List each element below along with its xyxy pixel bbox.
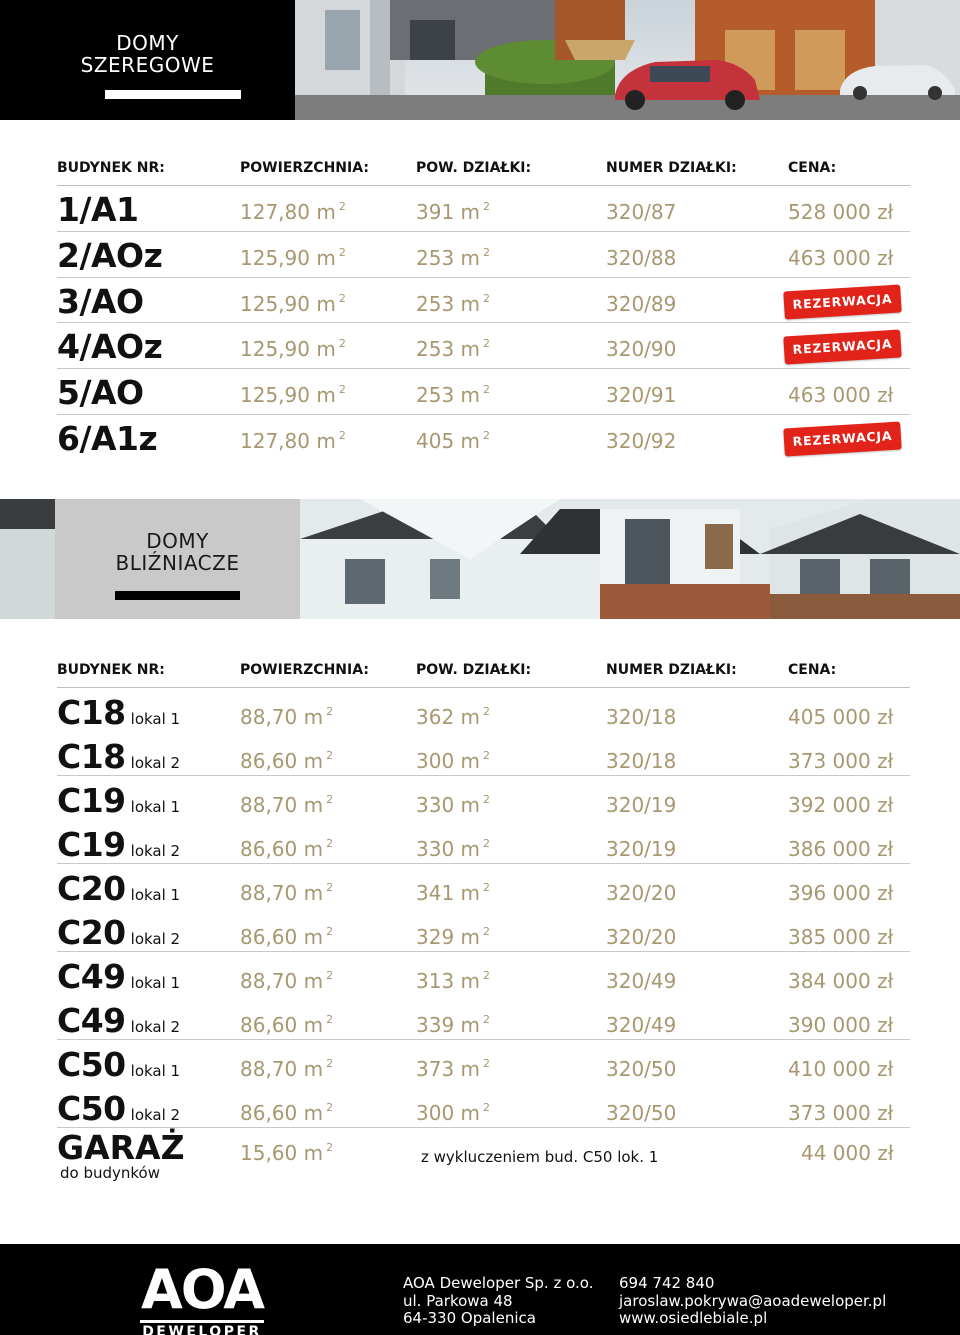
section-title-line-2: SZEREGOWE — [80, 53, 215, 77]
floor-area-value: 86,60 m — [240, 748, 324, 773]
plot-area — [416, 705, 490, 729]
building-number: 1/A1 — [57, 190, 139, 229]
building-group — [57, 776, 910, 864]
plot-number: 320/90 — [606, 337, 677, 362]
plot-number: 320/89 — [606, 291, 677, 316]
building-number: 3/AO — [57, 281, 144, 321]
garage-code: GARAŻ — [57, 1128, 185, 1167]
company-city: 64-330 Opalenica — [403, 1309, 536, 1327]
floor-area — [240, 1101, 333, 1125]
plot-area-value: 362 m — [416, 705, 481, 729]
plot-number: 320/18 — [606, 748, 677, 773]
floor-area — [240, 292, 346, 316]
squared-mark: 2 — [338, 291, 346, 305]
header-building: BUDYNEK NR: — [57, 160, 165, 176]
company-logo — [140, 1258, 264, 1335]
company-contact — [619, 1275, 886, 1328]
plot-area-value: 253 m — [416, 337, 481, 362]
unit-label: lokal 1 — [130, 798, 181, 816]
company-name: AOA Deweloper Sp. z o.o. — [403, 1274, 594, 1292]
table-row — [57, 820, 910, 864]
table-row — [57, 996, 910, 1040]
table-row — [57, 776, 910, 820]
squared-mark: 2 — [326, 836, 334, 850]
plot-area-value: 313 m — [416, 969, 481, 993]
squared-mark: 2 — [338, 337, 346, 351]
squared-mark: 2 — [326, 793, 334, 806]
building-number — [57, 781, 180, 820]
squared-mark: 2 — [483, 1057, 491, 1070]
squared-mark: 2 — [483, 200, 491, 213]
unit-label: lokal 1 — [130, 886, 181, 904]
plot-area-value: 330 m — [416, 793, 481, 817]
building-group — [57, 952, 910, 1040]
company-street: ul. Parkowa 48 — [403, 1291, 513, 1310]
price: 385 000 zł — [788, 924, 894, 949]
squared-mark: 2 — [483, 383, 491, 397]
table-header — [57, 662, 910, 688]
table-body — [57, 688, 910, 1128]
plot-area — [416, 837, 490, 861]
floor-area-value: 86,60 m — [240, 1100, 324, 1125]
plot-area — [416, 1101, 490, 1125]
plot-number: 320/92 — [606, 428, 677, 453]
squared-mark: 2 — [326, 748, 334, 762]
reserved-badge: REZERWACJA — [783, 330, 901, 365]
building-number — [57, 1089, 180, 1128]
building-code: C20 — [57, 869, 126, 908]
floor-area — [240, 705, 333, 729]
plot-number: 320/50 — [606, 1057, 677, 1081]
table-body — [57, 186, 910, 461]
building-group — [57, 688, 910, 776]
plot-area-value: 391 m — [416, 200, 481, 224]
plot-number: 320/88 — [606, 245, 677, 270]
squared-mark: 2 — [483, 337, 491, 351]
banner-semidetached — [0, 499, 960, 619]
building-number — [57, 825, 180, 864]
contact-website[interactable]: www.osiedlebiale.pl — [619, 1309, 768, 1327]
floor-area-value: 125,90 m — [240, 337, 336, 362]
logo-sub: DEWELOPER — [140, 1320, 264, 1335]
plot-number: 320/20 — [606, 881, 677, 905]
plot-area — [416, 1057, 490, 1081]
building-code: C18 — [57, 693, 126, 732]
building-number — [57, 1001, 180, 1040]
floor-area — [240, 429, 346, 453]
plot-area — [416, 793, 490, 817]
squared-mark: 2 — [326, 969, 334, 982]
unit-label: lokal 2 — [130, 929, 181, 948]
plot-number: 320/49 — [606, 969, 677, 993]
price: 386 000 zł — [788, 836, 894, 861]
header-building: BUDYNEK NR: — [57, 662, 165, 678]
squared-mark: 2 — [338, 428, 346, 442]
table-row — [57, 732, 910, 776]
header-area: POWIERZCHNIA: — [240, 160, 369, 176]
floor-area-value: 125,90 m — [240, 383, 336, 408]
plot-area — [416, 383, 490, 407]
section-title-line-1: DOMY — [146, 529, 209, 553]
floor-area — [240, 925, 333, 949]
table-row — [57, 952, 910, 996]
garage-price: 44 000 zł — [801, 1141, 894, 1165]
garage-note: z wykluczeniem bud. C50 lok. 1 — [421, 1148, 659, 1166]
plot-area-value: 300 m — [416, 748, 481, 773]
squared-mark: 2 — [326, 1057, 334, 1070]
squared-mark: 2 — [483, 748, 491, 762]
building-number — [57, 1045, 180, 1084]
building-number — [57, 737, 180, 776]
squared-mark: 2 — [338, 200, 346, 213]
price: 384 000 zł — [788, 969, 894, 993]
header-plot-area: POW. DZIAŁKI: — [416, 662, 532, 678]
building-code: C19 — [57, 781, 126, 820]
floor-area-value: 88,70 m — [240, 881, 324, 905]
floor-area — [240, 969, 333, 993]
header-plot-number: NUMER DZIAŁKI: — [606, 160, 737, 176]
plot-number: 320/19 — [606, 836, 677, 861]
table-row — [57, 1084, 910, 1128]
plot-number: 320/87 — [606, 200, 677, 224]
building-code: C18 — [57, 736, 126, 776]
building-group — [57, 1040, 910, 1128]
table-row — [57, 323, 910, 369]
plot-number: 320/49 — [606, 1012, 677, 1037]
price: 390 000 zł — [788, 1012, 894, 1037]
plot-area — [416, 246, 490, 270]
table-row — [57, 278, 910, 324]
squared-mark: 2 — [326, 1012, 334, 1026]
table-row — [57, 1040, 910, 1084]
floor-area — [240, 383, 346, 407]
reserved-badge: REZERWACJA — [783, 284, 901, 319]
price: 463 000 zł — [788, 383, 894, 408]
unit-label: lokal 1 — [130, 974, 181, 992]
floor-area-value: 127,80 m — [240, 200, 336, 224]
building-number: 6/A1z — [57, 418, 158, 458]
floor-area — [240, 837, 333, 861]
garage-sub: do budynków — [60, 1164, 160, 1182]
building-group — [57, 864, 910, 952]
floor-area — [240, 1013, 333, 1037]
building-number: 5/AO — [57, 373, 144, 413]
garage-row — [57, 1128, 910, 1188]
plot-area — [416, 749, 490, 773]
floor-area-value: 88,70 m — [240, 1057, 324, 1081]
plot-area — [416, 925, 490, 949]
plot-area-value: 300 m — [416, 1100, 481, 1125]
footer — [0, 1244, 960, 1335]
contact-phone: 694 742 840 — [619, 1274, 715, 1292]
header-price: CENA: — [788, 662, 837, 678]
banner-terraced — [0, 0, 960, 120]
floor-area — [240, 1057, 333, 1081]
table-row — [57, 369, 910, 415]
building-number — [57, 693, 180, 732]
squared-mark: 2 — [338, 383, 346, 397]
squared-mark: 2 — [483, 1012, 491, 1026]
plot-area — [416, 200, 490, 224]
plot-number: 320/20 — [606, 924, 677, 949]
table-header — [57, 160, 910, 186]
building-number — [57, 913, 180, 952]
floor-area-value: 86,60 m — [240, 924, 324, 949]
unit-label: lokal 2 — [130, 1105, 181, 1124]
plot-area — [416, 969, 490, 993]
floor-area-value: 125,90 m — [240, 245, 336, 270]
terraced-price-table — [57, 160, 910, 461]
price: 410 000 zł — [788, 1057, 894, 1081]
floor-area — [240, 749, 333, 773]
terraced-houses-photo — [295, 0, 960, 120]
unit-label: lokal 2 — [130, 841, 181, 860]
section-title-line-2: BLIŹNIACZE — [115, 551, 240, 575]
section-label-semidetached — [55, 499, 300, 619]
plot-area — [416, 429, 490, 453]
squared-mark: 2 — [483, 836, 491, 850]
plot-number: 320/91 — [606, 383, 677, 408]
price: 528 000 zł — [788, 200, 894, 224]
table-row — [57, 688, 910, 732]
squared-mark: 2 — [338, 245, 346, 259]
building-number: 2/AOz — [57, 235, 163, 275]
floor-area — [240, 200, 346, 224]
section-title-line-1: DOMY — [116, 31, 179, 55]
plot-area-value: 330 m — [416, 836, 481, 861]
floor-area-value: 88,70 m — [240, 705, 324, 729]
squared-mark: 2 — [326, 924, 334, 938]
squared-mark: 2 — [483, 1100, 491, 1114]
building-code: C50 — [57, 1088, 126, 1128]
squared-mark: 2 — [326, 1100, 334, 1114]
unit-label: lokal 2 — [130, 753, 181, 772]
plot-area-value: 405 m — [416, 428, 481, 453]
table-row — [57, 415, 910, 461]
title-underline — [115, 591, 240, 600]
table-row — [57, 864, 910, 908]
company-address — [403, 1275, 593, 1328]
plot-number: 320/50 — [606, 1100, 677, 1125]
logo-main: AOA — [140, 1258, 264, 1321]
floor-area-value: 88,70 m — [240, 969, 324, 993]
plot-area — [416, 292, 490, 316]
plot-area-value: 339 m — [416, 1012, 481, 1037]
squared-mark: 2 — [483, 705, 491, 718]
plot-area — [416, 1013, 490, 1037]
table-row — [57, 908, 910, 952]
plot-area — [416, 337, 490, 361]
floor-area — [240, 337, 346, 361]
squared-mark: 2 — [483, 881, 491, 894]
section-label-terraced — [0, 0, 295, 120]
squared-mark: 2 — [326, 881, 334, 894]
floor-area — [240, 881, 333, 905]
header-area: POWIERZCHNIA: — [240, 662, 369, 678]
building-code: C50 — [57, 1045, 126, 1084]
price: 405 000 zł — [788, 705, 894, 729]
floor-area-value: 86,60 m — [240, 1012, 324, 1037]
title-underline — [105, 90, 241, 99]
squared-mark: 2 — [326, 705, 334, 718]
building-code: C19 — [57, 824, 126, 864]
squared-mark: 2 — [483, 245, 491, 259]
semidetached-price-table — [57, 662, 910, 1188]
building-number — [57, 869, 180, 908]
price: 373 000 zł — [788, 748, 894, 773]
table-row — [57, 186, 910, 232]
squared-mark: 2 — [483, 291, 491, 305]
squared-mark: 2 — [483, 428, 491, 442]
squared-mark: 2 — [483, 969, 491, 982]
plot-number: 320/19 — [606, 793, 677, 817]
header-plot-number: NUMER DZIAŁKI: — [606, 662, 737, 678]
floor-area-value: 127,80 m — [240, 428, 336, 453]
floor-area — [240, 246, 346, 270]
plot-area-value: 253 m — [416, 291, 481, 316]
table-row — [57, 232, 910, 278]
unit-label: lokal 2 — [130, 1017, 181, 1036]
plot-area-value: 341 m — [416, 881, 481, 905]
price: 373 000 zł — [788, 1100, 894, 1125]
floor-area-value: 125,90 m — [240, 291, 336, 316]
price: 392 000 zł — [788, 793, 894, 817]
building-number: 4/AOz — [57, 327, 163, 367]
garage-area: 15,60 m $^2$ — [240, 1141, 334, 1165]
squared-mark: 2 — [483, 793, 491, 806]
price: 396 000 zł — [788, 881, 894, 905]
plot-area — [416, 881, 490, 905]
plot-number: 320/18 — [606, 705, 677, 729]
squared-mark: 2 — [483, 924, 491, 938]
contact-email[interactable]: jaroslaw.pokrywa@aoadeweloper.pl — [619, 1291, 887, 1310]
building-number — [57, 957, 180, 996]
floor-area — [240, 793, 333, 817]
plot-area-value: 329 m — [416, 924, 481, 949]
building-code: C20 — [57, 912, 126, 952]
floor-area-value: 86,60 m — [240, 836, 324, 861]
floor-area-value: 88,70 m — [240, 793, 324, 817]
building-code: C49 — [57, 957, 126, 996]
unit-label: lokal 1 — [130, 710, 181, 728]
price: 463 000 zł — [788, 245, 894, 270]
unit-label: lokal 1 — [130, 1062, 181, 1080]
header-plot-area: POW. DZIAŁKI: — [416, 160, 532, 176]
plot-area-value: 253 m — [416, 245, 481, 270]
building-code: C49 — [57, 1000, 126, 1040]
reserved-badge: REZERWACJA — [783, 421, 901, 456]
plot-area-value: 253 m — [416, 383, 481, 408]
plot-area-value: 373 m — [416, 1057, 481, 1081]
header-price: CENA: — [788, 160, 837, 176]
